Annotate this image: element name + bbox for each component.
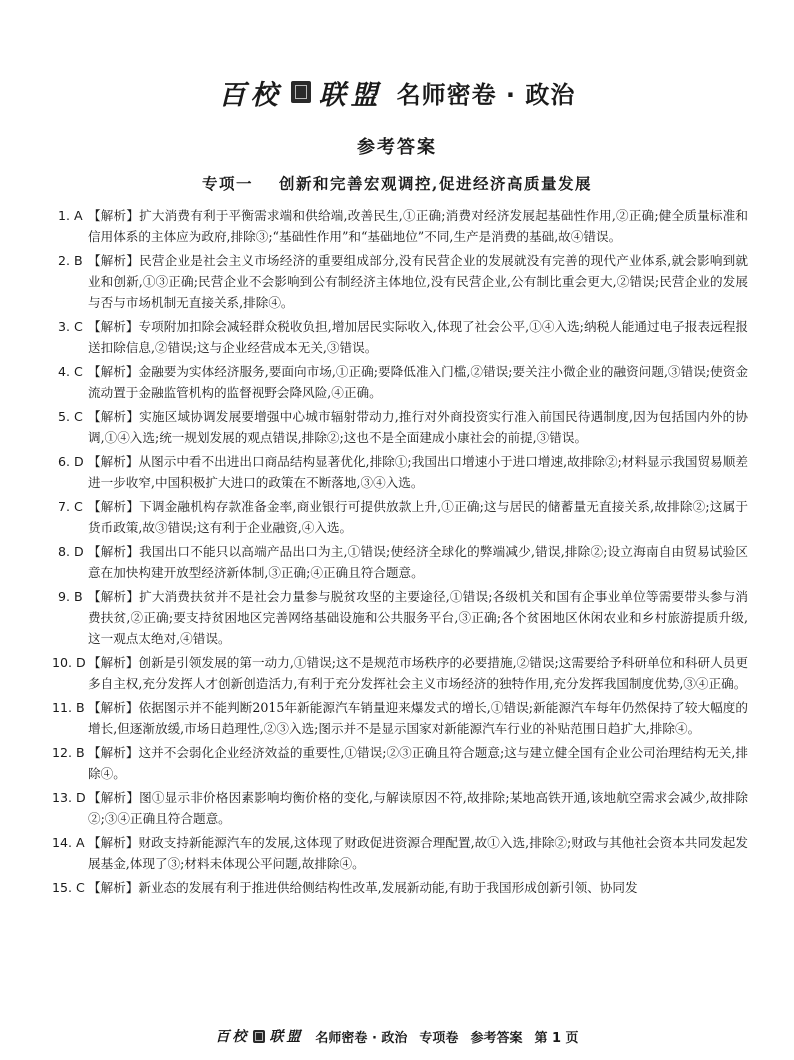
page-header bbox=[0, 72, 794, 112]
answer-explanation: 【解析】民营企业是社会主义市场经济的重要组成部分,没有民营企业的发展就没有完善的现代产业体系,就会影响到就业和创新,①③正确;民营企业不会影响到公有制经济主体地位,没有民营企业,公有制比重会更大,②错误;民营企业的发展与否与市场机制无直接关系,排除④。 bbox=[88, 253, 748, 310]
answer-item bbox=[58, 451, 748, 493]
answer-number: 15. C bbox=[52, 880, 85, 895]
answer-item bbox=[52, 652, 748, 694]
page-subtitle: 参考答案 bbox=[357, 137, 437, 158]
brand-logo bbox=[219, 73, 383, 112]
footer-series: 名师密卷 · 政治 bbox=[315, 1030, 408, 1046]
answer-explanation: 【解析】我国出口不能只以高端产品出口为主,①错误;使经济全球化的弊端减少,错误,排除②;设立海南自由贸易试验区意在加快构建开放型经济新体制,③正确;④正确且符合题意。 bbox=[88, 544, 748, 580]
brand-left: 百校 bbox=[218, 79, 283, 111]
answer-item bbox=[58, 205, 748, 247]
answer-number: 4. C bbox=[58, 364, 83, 379]
answer-item bbox=[58, 316, 748, 358]
answer-item bbox=[58, 496, 748, 538]
answer-number: 9. B bbox=[58, 589, 83, 604]
answer-number: 14. A bbox=[52, 835, 85, 850]
answer-explanation: 【解析】图①显示非价格因素影响均衡价格的变化,与解读原因不符,故排除;某地高铁开通,该地航空需求会减少,故排除②;③④正确且符合题意。 bbox=[88, 790, 748, 826]
footer-page-number: 第 1 页 bbox=[534, 1030, 579, 1046]
answer-number: 12. B bbox=[52, 745, 85, 760]
answer-item bbox=[58, 361, 748, 403]
answer-number: 5. C bbox=[58, 409, 83, 424]
answer-number: 11. B bbox=[52, 700, 85, 715]
answer-number: 2. B bbox=[58, 253, 83, 268]
section-heading bbox=[0, 172, 794, 194]
answer-item bbox=[52, 832, 748, 874]
answer-explanation: 【解析】专项附加扣除会减轻群众税收负担,增加居民实际收入,体现了社会公平,①④入选;纳税人能通过电子报表远程报送扣除信息,②错误;这与企业经营成本无关,③错误。 bbox=[88, 319, 748, 355]
answer-list bbox=[52, 205, 748, 901]
section-label: 专项一 bbox=[202, 174, 254, 193]
series-title: 名师密卷 · 政治 bbox=[396, 80, 576, 109]
answer-item bbox=[52, 787, 748, 829]
footer-kind: 参考答案 bbox=[470, 1030, 523, 1046]
answer-number: 10. D bbox=[52, 655, 86, 670]
answer-number: 13. D bbox=[52, 790, 86, 805]
seal-icon bbox=[291, 81, 311, 103]
answer-explanation: 【解析】这并不会弱化企业经济效益的重要性,①错误;②③正确且符合题意;这与建立健全国有企业公司治理结构无关,排除④。 bbox=[88, 745, 748, 781]
section-title: 创新和完善宏观调控,促进经济高质量发展 bbox=[279, 174, 592, 193]
answer-number: 1. A bbox=[58, 208, 83, 223]
answer-item bbox=[52, 697, 748, 739]
answer-number: 7. C bbox=[58, 499, 83, 514]
footer-brand-left: 百校 bbox=[215, 1029, 250, 1045]
answer-item bbox=[58, 586, 748, 649]
page-footer bbox=[0, 1026, 794, 1046]
answer-explanation: 【解析】扩大消费有利于平衡需求端和供给端,改善民生,①正确;消费对经济发展起基础性作用,②正确;健全质量标准和信用体系的主体应为政府,排除③;“基础性作用”和“基础地位”不同,生产是消费的基础,故④错误。 bbox=[88, 208, 748, 244]
footer-seal-icon bbox=[253, 1030, 265, 1043]
answer-explanation: 【解析】实施区域协调发展要增强中心城市辐射带动力,推行对外商投资实行准入前国民待遇制度,因为包括国内外的协调,①④入选;统一规划发展的观点错误,排除②;这也不是全面建成小康社会的前提,③错误。 bbox=[88, 409, 748, 445]
answer-item bbox=[52, 877, 748, 898]
answer-explanation: 【解析】创新是引领发展的第一动力,①错误;这不是规范市场秩序的必要措施,②错误;这需要给予科研单位和科研人员更多自主权,充分发挥人才创新创造活力,有利于充分发挥社会主义市场经济的独特作用,充分发挥我国制度优势,③④正确。 bbox=[88, 655, 748, 691]
answer-explanation: 【解析】金融要为实体经济服务,要面向市场,①正确;要降低准入门槛,②错误;要关注小微企业的融资问题,③错误;使资金流动置于金融监管机构的监督视野会降风险,④正确。 bbox=[88, 364, 748, 400]
answer-number: 6. D bbox=[58, 454, 84, 469]
answer-explanation: 【解析】扩大消费扶贫并不是社会力量参与脱贫攻坚的主要途径,①错误;各级机关和国有企事业单位等需要带头参与消费扶贫,②正确;要支持贫困地区完善网络基础设施和公共服务平台,③正确;各个贫困地区休闲农业和乡村旅游提质升级,这一观点太绝对,④错误。 bbox=[88, 589, 748, 646]
answer-item bbox=[58, 406, 748, 448]
answer-explanation: 【解析】下调金融机构存款准备金率,商业银行可提供放款上升,①正确;这与居民的储蓄量无直接关系,故排除②;这属于货币政策,故③错误;这有利于企业融资,④入选。 bbox=[88, 499, 748, 535]
footer-volume: 专项卷 bbox=[419, 1030, 459, 1046]
answer-item bbox=[58, 541, 748, 583]
answer-explanation: 【解析】财政支持新能源汽车的发展,这体现了财政促进资源合理配置,故①入选,排除②;财政与其他社会资本共同发起发展基金,体现了③;材料未体现公平问题,故排除④。 bbox=[88, 835, 748, 871]
answer-explanation: 【解析】新业态的发展有利于推进供给侧结构性改革,发展新动能,有助于我国形成创新引领、协同发 bbox=[88, 880, 638, 895]
answer-item bbox=[52, 742, 748, 784]
footer-brand bbox=[215, 1026, 303, 1046]
answer-number: 3. C bbox=[58, 319, 83, 334]
answer-item bbox=[58, 250, 748, 313]
answer-explanation: 【解析】从图示中看不出进出口商品结构显著优化,排除①;我国出口增速小于进口增速,故排除②;材料显示我国贸易顺差进一步收窄,中国积极扩大进口的政策在不断落地,③④入选。 bbox=[88, 454, 748, 490]
answer-number: 8. D bbox=[58, 544, 84, 559]
brand-right: 联盟 bbox=[318, 79, 383, 111]
answer-explanation: 【解析】依据图示并不能判断2015年新能源汽车销量迎来爆发式的增长,①错误;新能源汽车每年仍然保持了较大幅度的增长,但逐渐放缓,市场日趋理性,②③入选;图示并不是显示国家对新能源汽车行业的补贴范围日趋扩大,排除④。 bbox=[88, 700, 748, 736]
footer-brand-right: 联盟 bbox=[269, 1029, 304, 1045]
